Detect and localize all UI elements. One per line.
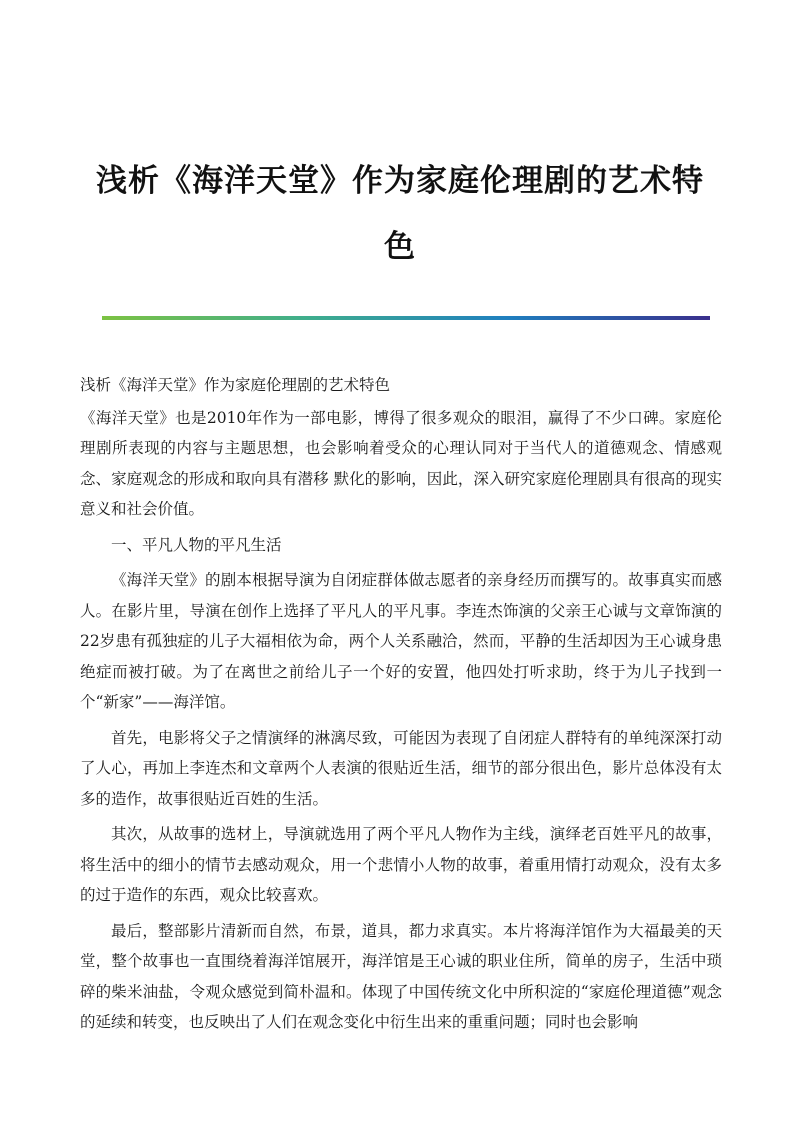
paragraph-story: 《海洋天堂》的剧本根据导演为自闭症群体做志愿者的亲身经历而撰写的。故事真实而感人。在影片里，导演在创作上选择了平凡人的平凡事。李连杰饰演的父亲王心诚与文章饰演的22岁患有孤独症的儿子大福相依为命，两个人关系融洽，然而，平静的生活却因为王心诚身患绝症而被打破。为了在离世之前给儿子一个好的安置，他四处打听求助，终于为儿子找到一个“新家”——海洋馆。 [80, 571, 722, 711]
title-divider [102, 316, 710, 320]
paragraph-intro: 《海洋天堂》也是2010年作为一部电影，博得了很多观众的眼泪，赢得了不少口碑。家庭伦理剧所表现的内容与主题思想，也会影响着受众的心理认同对于当代人的道德观念、情感观念、家庭观念的形成和取向具有潜移 默化的影响，因此，深入研究家庭伦理剧具有很高的现实意义和社会价值。 [80, 408, 722, 518]
document-title-line-1: 浅析《海洋天堂》作为家庭伦理剧的艺术特 [96, 163, 704, 199]
paragraph-last: 最后，整部影片清新而自然，布景，道具，都力求真实。本片将海洋馆作为大福最美的天堂，整个故事也一直围绕着海洋馆展开，海洋馆是王心诚的职业住所，简单的房子，生活中琐碎的柴米油盐，令观众感觉到简朴温和。体现了中国传统文化中所积淀的“家庭伦理道德”观念的延续和转变，也反映出了人们在观念变化中衍生出来的重重问题；同时也会影响 [80, 921, 722, 1031]
paragraph-first: 首先，电影将父子之情演绎的淋漓尽致，可能因为表现了自闭症人群特有的单纯深深打动了人心，再加上李连杰和文章两个人表演的很贴近生活，细节的部分很出色，影片总体没有太多的造作，故事很贴近百姓的生活。 [80, 728, 722, 808]
section-heading: 一、平凡人物的平凡生活 [111, 535, 282, 554]
paragraph-second: 其次，从故事的选材上，导演就选用了两个平凡人物作为主线，演绎老百姓平凡的故事，将生活中的细小的情节去感动观众，用一个悲情小人物的故事，着重用情打动观众，没有太多的过于造作的东西，观众比较喜欢。 [80, 825, 722, 904]
document-subtitle: 浅析《海洋天堂》作为家庭伦理剧的艺术特色 [80, 376, 391, 394]
document-title [80, 148, 720, 280]
document-body [80, 370, 722, 1043]
document-title-line-2: 色 [384, 229, 416, 265]
